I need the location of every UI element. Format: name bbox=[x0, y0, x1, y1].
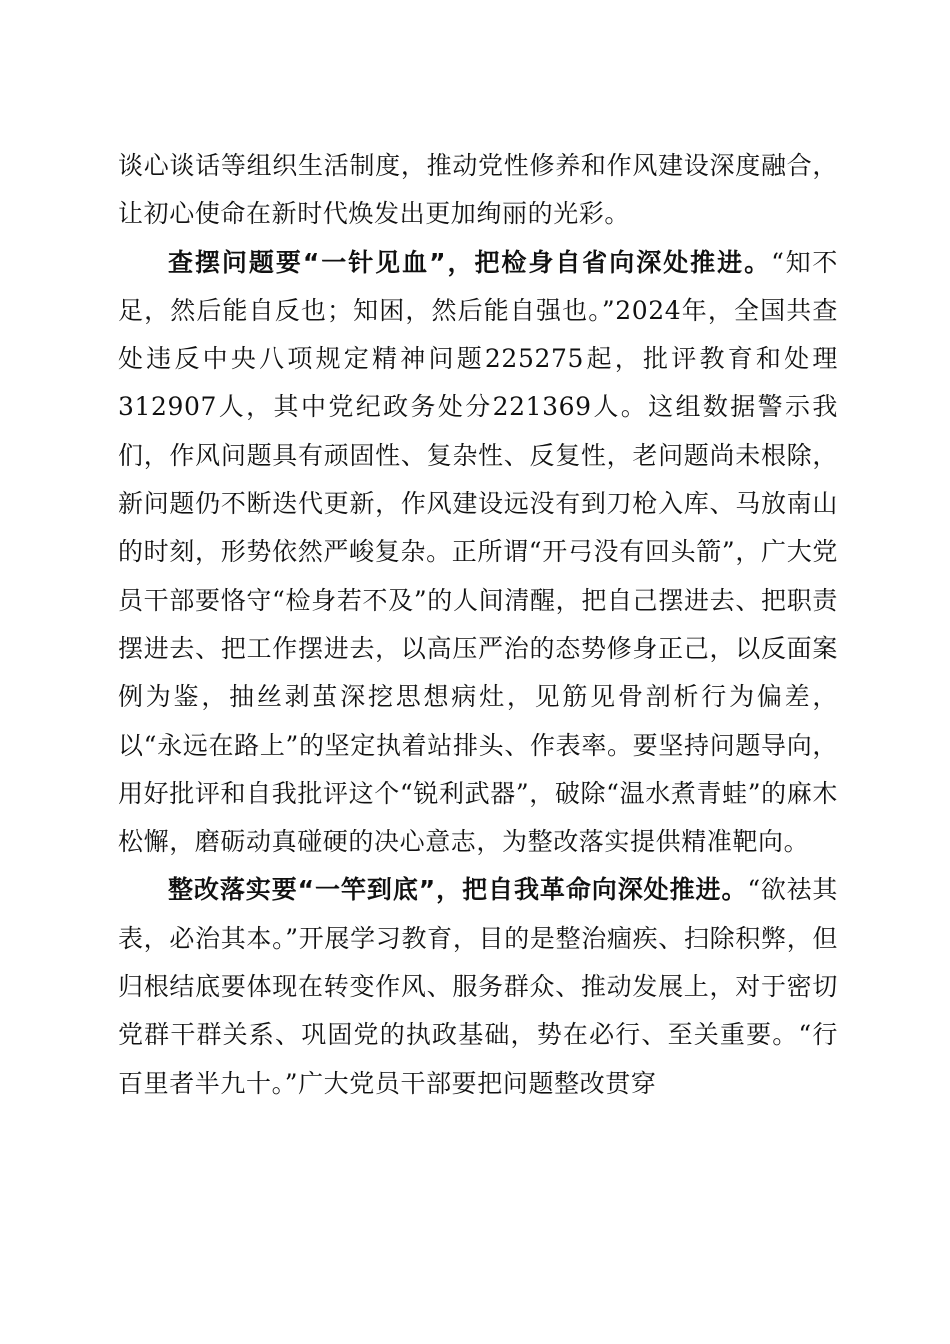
paragraph-heading: 整改落实要“一竿到底”，把自我革命向深处推进。 bbox=[168, 875, 748, 905]
document-body bbox=[118, 142, 838, 1108]
paragraph-heading: 查摆问题要“一针见血”，把检身自省向深处推进。 bbox=[168, 247, 772, 277]
paragraph-text: 谈心谈话等组织生活制度，推动党性修养和作风建设深度融合，让初心使命在新时代焕发出更加绚丽的光彩。 bbox=[118, 151, 838, 229]
paragraph-problem-checking bbox=[118, 239, 838, 867]
paragraph-text: “欲祛其表，必治其本。”开展学习教育，目的是整治痼疾、扫除积弊，但归根结底要体现在转变作风、服务群众、推动发展上，对于密切党群干群关系、巩固党的执政基础，势在必行、至关重要。“行百里者半九十。”广大党员干部要把问题整改贯穿 bbox=[118, 875, 838, 1098]
paragraph-rectification bbox=[118, 866, 838, 1107]
paragraph-continuation bbox=[118, 142, 838, 239]
paragraph-text: “知不足，然后能自反也；知困，然后能自强也。”2024年，全国共查处违反中央八项规定精神问题225275起，批评教育和处理312907人，其中党纪政务处分221369人。这组数据警示我们，作风问题具有顽固性、复杂性、反复性，老问题尚未根除，新问题仍不断迭代更新，作风建设远没有到刀枪入库、马放南山的时刻，形势依然严峻复杂。正所谓“开弓没有回头箭”，广大党员干部要恪守“检身若不及”的人间清醒，把自己摆进去、把职责摆进去、把工作摆进去，以高压严治的态势修身正己，以反面案例为鉴，抽丝剥茧深挖思想病灶，见筋见骨剖析行为偏差，以“永远在路上”的坚定执着站排头、作表率。要坚持问题导向，用好批评和自我批评这个“锐利武器”，破除“温水煮青蛙”的麻木松懈，磨砺动真碰硬的决心意志，为整改落实提供精准靶向。 bbox=[118, 247, 838, 857]
